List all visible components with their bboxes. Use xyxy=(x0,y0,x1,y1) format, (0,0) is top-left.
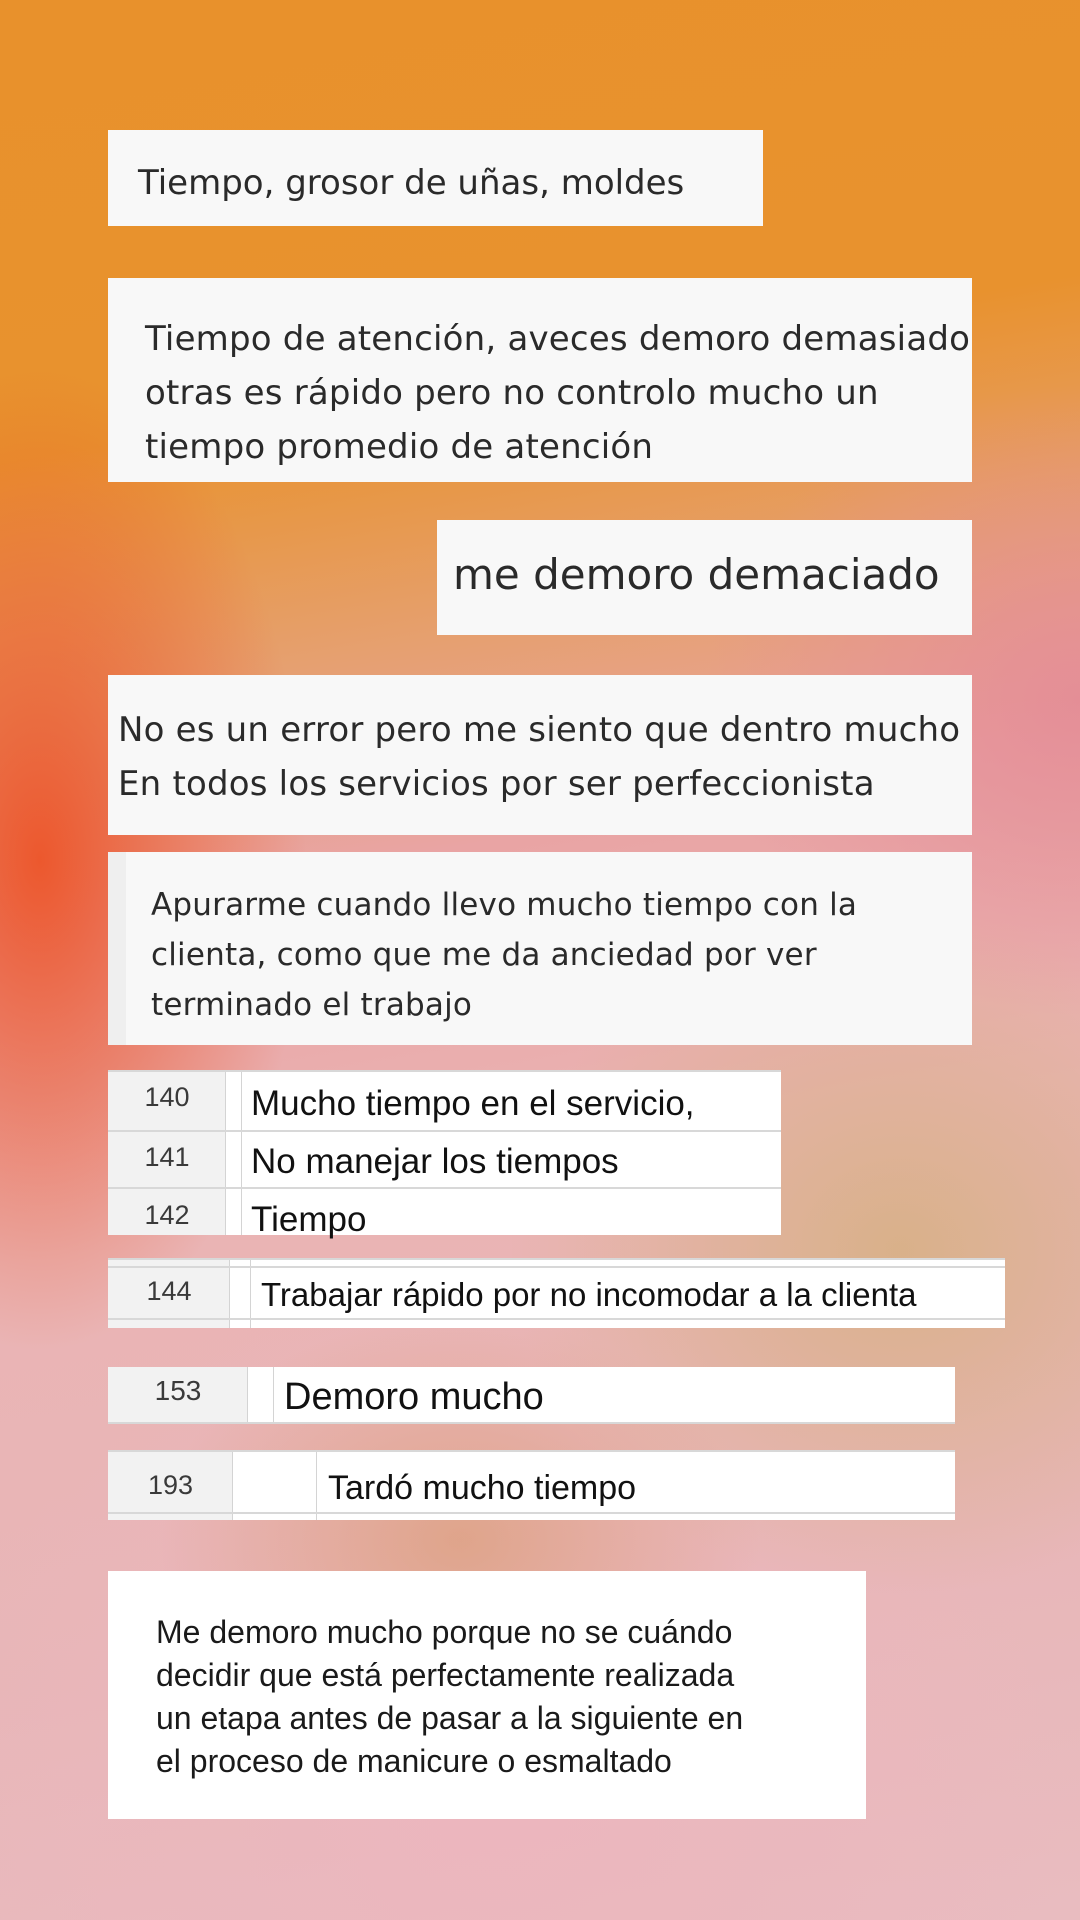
row-number-141: 141 xyxy=(144,1142,190,1172)
response-text-5: Apurarme cuando llevo mucho tiempo con la clienta, como que me da anciedad por ver terminado el trabajo xyxy=(151,887,858,1023)
response-card-2 xyxy=(108,278,972,482)
row-number-193: 193 xyxy=(147,1470,194,1500)
cell-144: Trabajar rápido por no incomodar a la clienta xyxy=(261,1276,917,1313)
response-text-1: Tiempo, grosor de uñas, moldes xyxy=(138,163,685,203)
response-card-3 xyxy=(437,520,972,635)
cell-193: Tardó mucho tiempo xyxy=(328,1469,637,1507)
row-divider xyxy=(108,1512,955,1514)
column-divider xyxy=(273,1367,274,1424)
row-divider xyxy=(108,1450,955,1452)
row-number-140: 140 xyxy=(144,1082,190,1112)
spreadsheet-snippet-4 xyxy=(108,1450,955,1520)
row-divider xyxy=(108,1070,781,1072)
column-divider xyxy=(316,1450,317,1520)
response-text-11: Me demoro mucho porque no se cuándo decidir que está perfectamente realizada un etapa antes de pasar a la siguiente en el proceso de manicure o esmaltado xyxy=(156,1614,744,1779)
row-divider xyxy=(108,1130,781,1132)
cell-153: Demoro mucho xyxy=(284,1376,544,1418)
row-divider xyxy=(108,1187,781,1189)
row-divider xyxy=(108,1266,1005,1268)
spreadsheet-snippet-2 xyxy=(108,1258,1005,1328)
row-divider xyxy=(108,1422,955,1424)
response-card-11 xyxy=(108,1571,866,1819)
spreadsheet-snippet-3 xyxy=(108,1367,955,1424)
cell-140: Mucho tiempo en el servicio, xyxy=(251,1084,695,1123)
cell-141: No manejar los tiempos xyxy=(251,1142,619,1181)
row-number-142: 142 xyxy=(144,1200,190,1230)
response-text-4: No es un error pero me siento que dentro mucho En todos los servicios por ser perfeccionista xyxy=(118,710,961,804)
response-card-5 xyxy=(108,852,972,1045)
cell-142: Tiempo xyxy=(251,1200,367,1239)
row-number-144: 144 xyxy=(146,1276,192,1306)
response-text-3: me demoro demaciado xyxy=(453,550,940,599)
row-number-153: 153 xyxy=(154,1375,202,1406)
response-text-2: Tiempo de atención, aveces demoro demasiado otras es rápido pero no controlo mucho un tiempo promedio de atención xyxy=(145,319,971,467)
response-card-4 xyxy=(108,675,972,835)
row-divider xyxy=(108,1318,1005,1320)
response-card-1 xyxy=(108,130,763,226)
column-divider xyxy=(241,1070,242,1235)
spreadsheet-snippet-1 xyxy=(108,1070,781,1239)
row-divider xyxy=(108,1258,1005,1260)
